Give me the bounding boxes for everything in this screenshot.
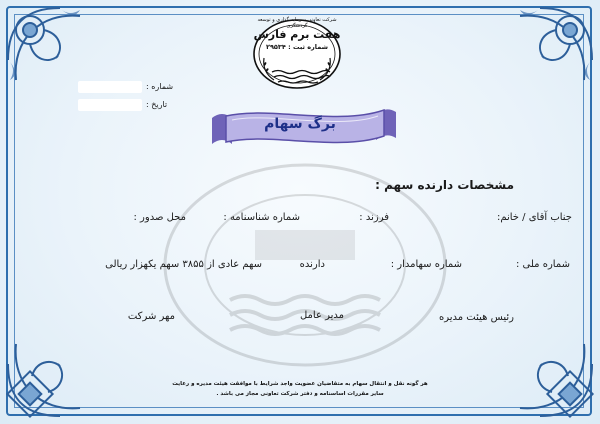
national-id-label: شماره ملی : xyxy=(515,259,570,270)
holder-name-label: جناب آقای / خانم: xyxy=(496,212,572,223)
seal-company-name: هفت برم فارس xyxy=(253,28,341,41)
seal-registration-number: شماره ثبت : ۲۹۵۳۴ xyxy=(266,43,328,51)
shareholder-number-label: شماره سهامدار : xyxy=(390,259,462,270)
corner-ornament-top-left xyxy=(0,0,110,110)
board-chair-signature-label: رئیس هیئت مدیره xyxy=(438,312,514,323)
corner-ornament-bottom-right xyxy=(490,314,600,424)
holder-details-heading: مشخصات دارنده سهم : xyxy=(375,178,514,192)
registry-date-field[interactable] xyxy=(78,99,142,111)
corner-ornament-bottom-left xyxy=(0,314,110,424)
corner-ornament-top-right xyxy=(490,0,600,110)
registry-date-label: تاریخ : xyxy=(146,100,168,109)
company-seal-label: مهر شرکت xyxy=(127,311,175,322)
seal-company-line: شرکت تعاونی سرمایه گذاری و توسعه گردشگری xyxy=(257,17,337,29)
shares-description: سهم عادی از ۳۸۵۵ سهم یکهزار ریالی xyxy=(105,259,262,270)
registry-number-field[interactable] xyxy=(78,81,142,93)
id-number-label: شماره شناسنامه : xyxy=(223,212,300,223)
issue-place-label: محل صدور : xyxy=(133,212,186,223)
certificate-title: برگ سهام xyxy=(264,116,336,132)
ceo-signature-label: مدیر عامل xyxy=(299,310,344,321)
footer-note-line-1: هر گونه نقل و انتقال سهام به متقاضیان عضویت واجد شرایط با موافقت هیئت مدیره و رعایت xyxy=(172,381,428,387)
father-name-label: فرزند : xyxy=(359,212,389,223)
registry-number-label: شماره : xyxy=(146,82,174,91)
footer-note-line-2: سایر مقررات اساسنامه و دفتر شرکت تعاونی مجاز می باشد . xyxy=(216,391,384,397)
holder-label: دارنده xyxy=(299,259,325,270)
